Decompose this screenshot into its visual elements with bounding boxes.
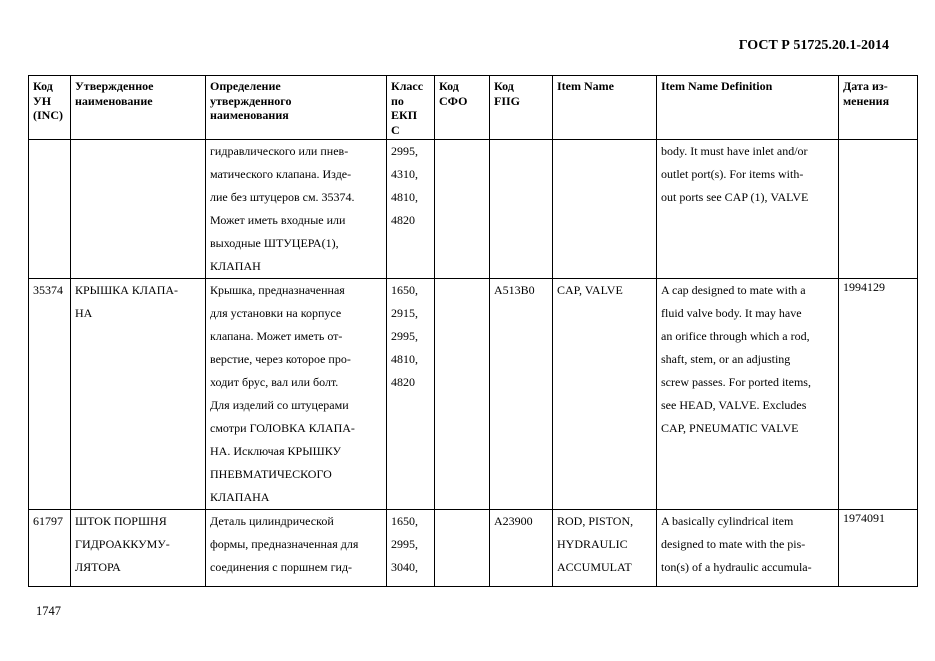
cell-line: смотри ГОЛОВКА КЛАПА- [210,421,355,435]
cell-line: 4820 [391,375,415,389]
cell-line: 1650, [391,283,418,297]
cell-line: 1650, [391,514,418,528]
cell-line: outlet port(s). For items with- [661,167,804,181]
cell-line: матического клапана. Изде- [210,167,352,181]
cell-line: CAP, PNEUMATIC VALVE [661,421,799,435]
cell-line: гидравлического или пнев- [210,144,349,158]
header-line: Утвержденное [75,79,154,93]
cell-line: 2915, [391,306,418,320]
cell-line: 3040, [391,560,418,574]
cell-inc: 61797 [29,510,71,587]
header-line: наименование [75,93,153,108]
cell-line: 2995, [391,537,418,551]
header-line: Определение [210,79,281,93]
cell-line: Для изделий со штуцерами [210,398,349,412]
cell-line: A basically cylindrical item [661,514,794,528]
col-header-class [387,76,435,140]
header-line: Класс [391,79,424,93]
cell-line: body. It must have inlet and/or [661,144,808,158]
cell-line: Деталь цилиндрической [210,514,334,528]
cell-line: 2995, [391,144,418,158]
cell-line: 4820 [391,213,415,227]
cell-line: ГИДРОАККУМУ- [75,537,170,551]
cell-line: ROD, PISTON, [557,514,634,528]
cell-inc [29,140,71,279]
cell-approved-name [71,279,206,510]
header-line: Код [439,79,459,93]
col-header-sfo [435,76,490,140]
header-line: Код [33,79,53,93]
cell-item-name [553,279,657,510]
col-header-definition [206,76,387,140]
col-header-inc [29,76,71,140]
cell-definition [206,510,387,587]
cell-line: ton(s) of a hydraulic accumula- [661,560,812,574]
table-header-row [29,76,918,140]
cell-line: верстие, через которое про- [210,352,351,366]
header-line: утвержденного [210,93,292,108]
cell-line: формы, предназначенная для [210,537,359,551]
page-number: 1747 [36,604,61,618]
cell-line: fluid valve body. It may have [661,306,802,320]
table-row [29,140,918,279]
cell-line: CAP, VALVE [557,283,623,297]
cell-line: выходные ШТУЦЕРА(1), [210,236,339,250]
cell-line: Крышка, предназначенная [210,283,345,297]
cell-fiig [490,140,553,279]
cell-line: HYDRAULIC [557,537,628,551]
header-line: Дата из- [843,79,888,93]
cell-line: 4310, [391,167,418,181]
header-line: менения [843,93,890,108]
cell-line: ШТОК ПОРШНЯ [75,514,167,528]
cell-item-definition [657,279,839,510]
cell-item-name [553,510,657,587]
cell-fiig: A23900 [490,510,553,587]
cell-line: КЛАПАН [210,259,261,273]
cell-line: designed to mate with the pis- [661,537,806,551]
cell-line: 4810, [391,190,418,204]
cell-class [387,140,435,279]
cell-line: ACCUMULAT [557,560,632,574]
cell-approved-name [71,510,206,587]
header-line: УН [33,93,52,108]
data-table [28,75,918,587]
cell-line: соединения с поршнем гид- [210,560,353,574]
cell-change-date: 1994129 [839,279,918,510]
cell-line: an orifice through which a rod, [661,329,810,343]
cell-class [387,510,435,587]
cell-class [387,279,435,510]
cell-line: see HEAD, VALVE. Excludes [661,398,807,412]
cell-sfo [435,140,490,279]
header-line: Код [494,79,514,93]
cell-change-date: 1974091 [839,510,918,587]
document-standard-code: ГОСТ Р 51725.20.1-2014 [738,38,889,53]
col-header-approved-name [71,76,206,140]
cell-line: НА [75,306,93,320]
cell-line: ЛЯТОРА [75,560,121,574]
cell-line: shaft, stem, or an adjusting [661,352,791,366]
cell-line: A cap designed to mate with a [661,283,806,297]
cell-item-name [553,140,657,279]
cell-line: НА. Исключая КРЫШКУ [210,444,342,458]
header-line: FIIG [494,93,521,108]
cell-line: 4810, [391,352,418,366]
cell-sfo [435,510,490,587]
header-line: по [391,93,404,108]
cell-line: лие без штуцеров см. 35374. [210,190,355,204]
header-line: наименования [210,108,289,122]
cell-line: КРЫШКА КЛАПА- [75,283,179,297]
header-line: СФО [439,93,468,108]
cell-change-date [839,140,918,279]
header-line: С [391,122,400,137]
cell-definition [206,279,387,510]
cell-line: 2995, [391,329,418,343]
cell-line: screw passes. For ported items, [661,375,811,389]
cell-inc: 35374 [29,279,71,510]
header-line: Item Name [557,79,614,93]
table-row [29,510,918,587]
cell-line: Может иметь входные или [210,213,346,227]
header-line: ЕКП [391,108,418,122]
cell-line: ходит брус, вал или болт. [210,375,339,389]
col-header-fiig [490,76,553,140]
table-row [29,279,918,510]
col-header-item-definition [657,76,839,140]
cell-sfo [435,279,490,510]
cell-line: клапана. Может иметь от- [210,329,343,343]
cell-item-definition [657,510,839,587]
cell-approved-name [71,140,206,279]
cell-fiig: A513B0 [490,279,553,510]
cell-line: для установки на корпусе [210,306,342,320]
col-header-item-name [553,76,657,140]
header-line: Item Name Definition [661,79,773,93]
header-line: (INC) [33,108,63,122]
cell-line: out ports see CAP (1), VALVE [661,190,809,204]
col-header-change-date [839,76,918,140]
cell-line: КЛАПАНА [210,490,270,504]
cell-item-definition [657,140,839,279]
cell-line: ПНЕВМАТИЧЕСКОГО [210,467,332,481]
cell-definition [206,140,387,279]
